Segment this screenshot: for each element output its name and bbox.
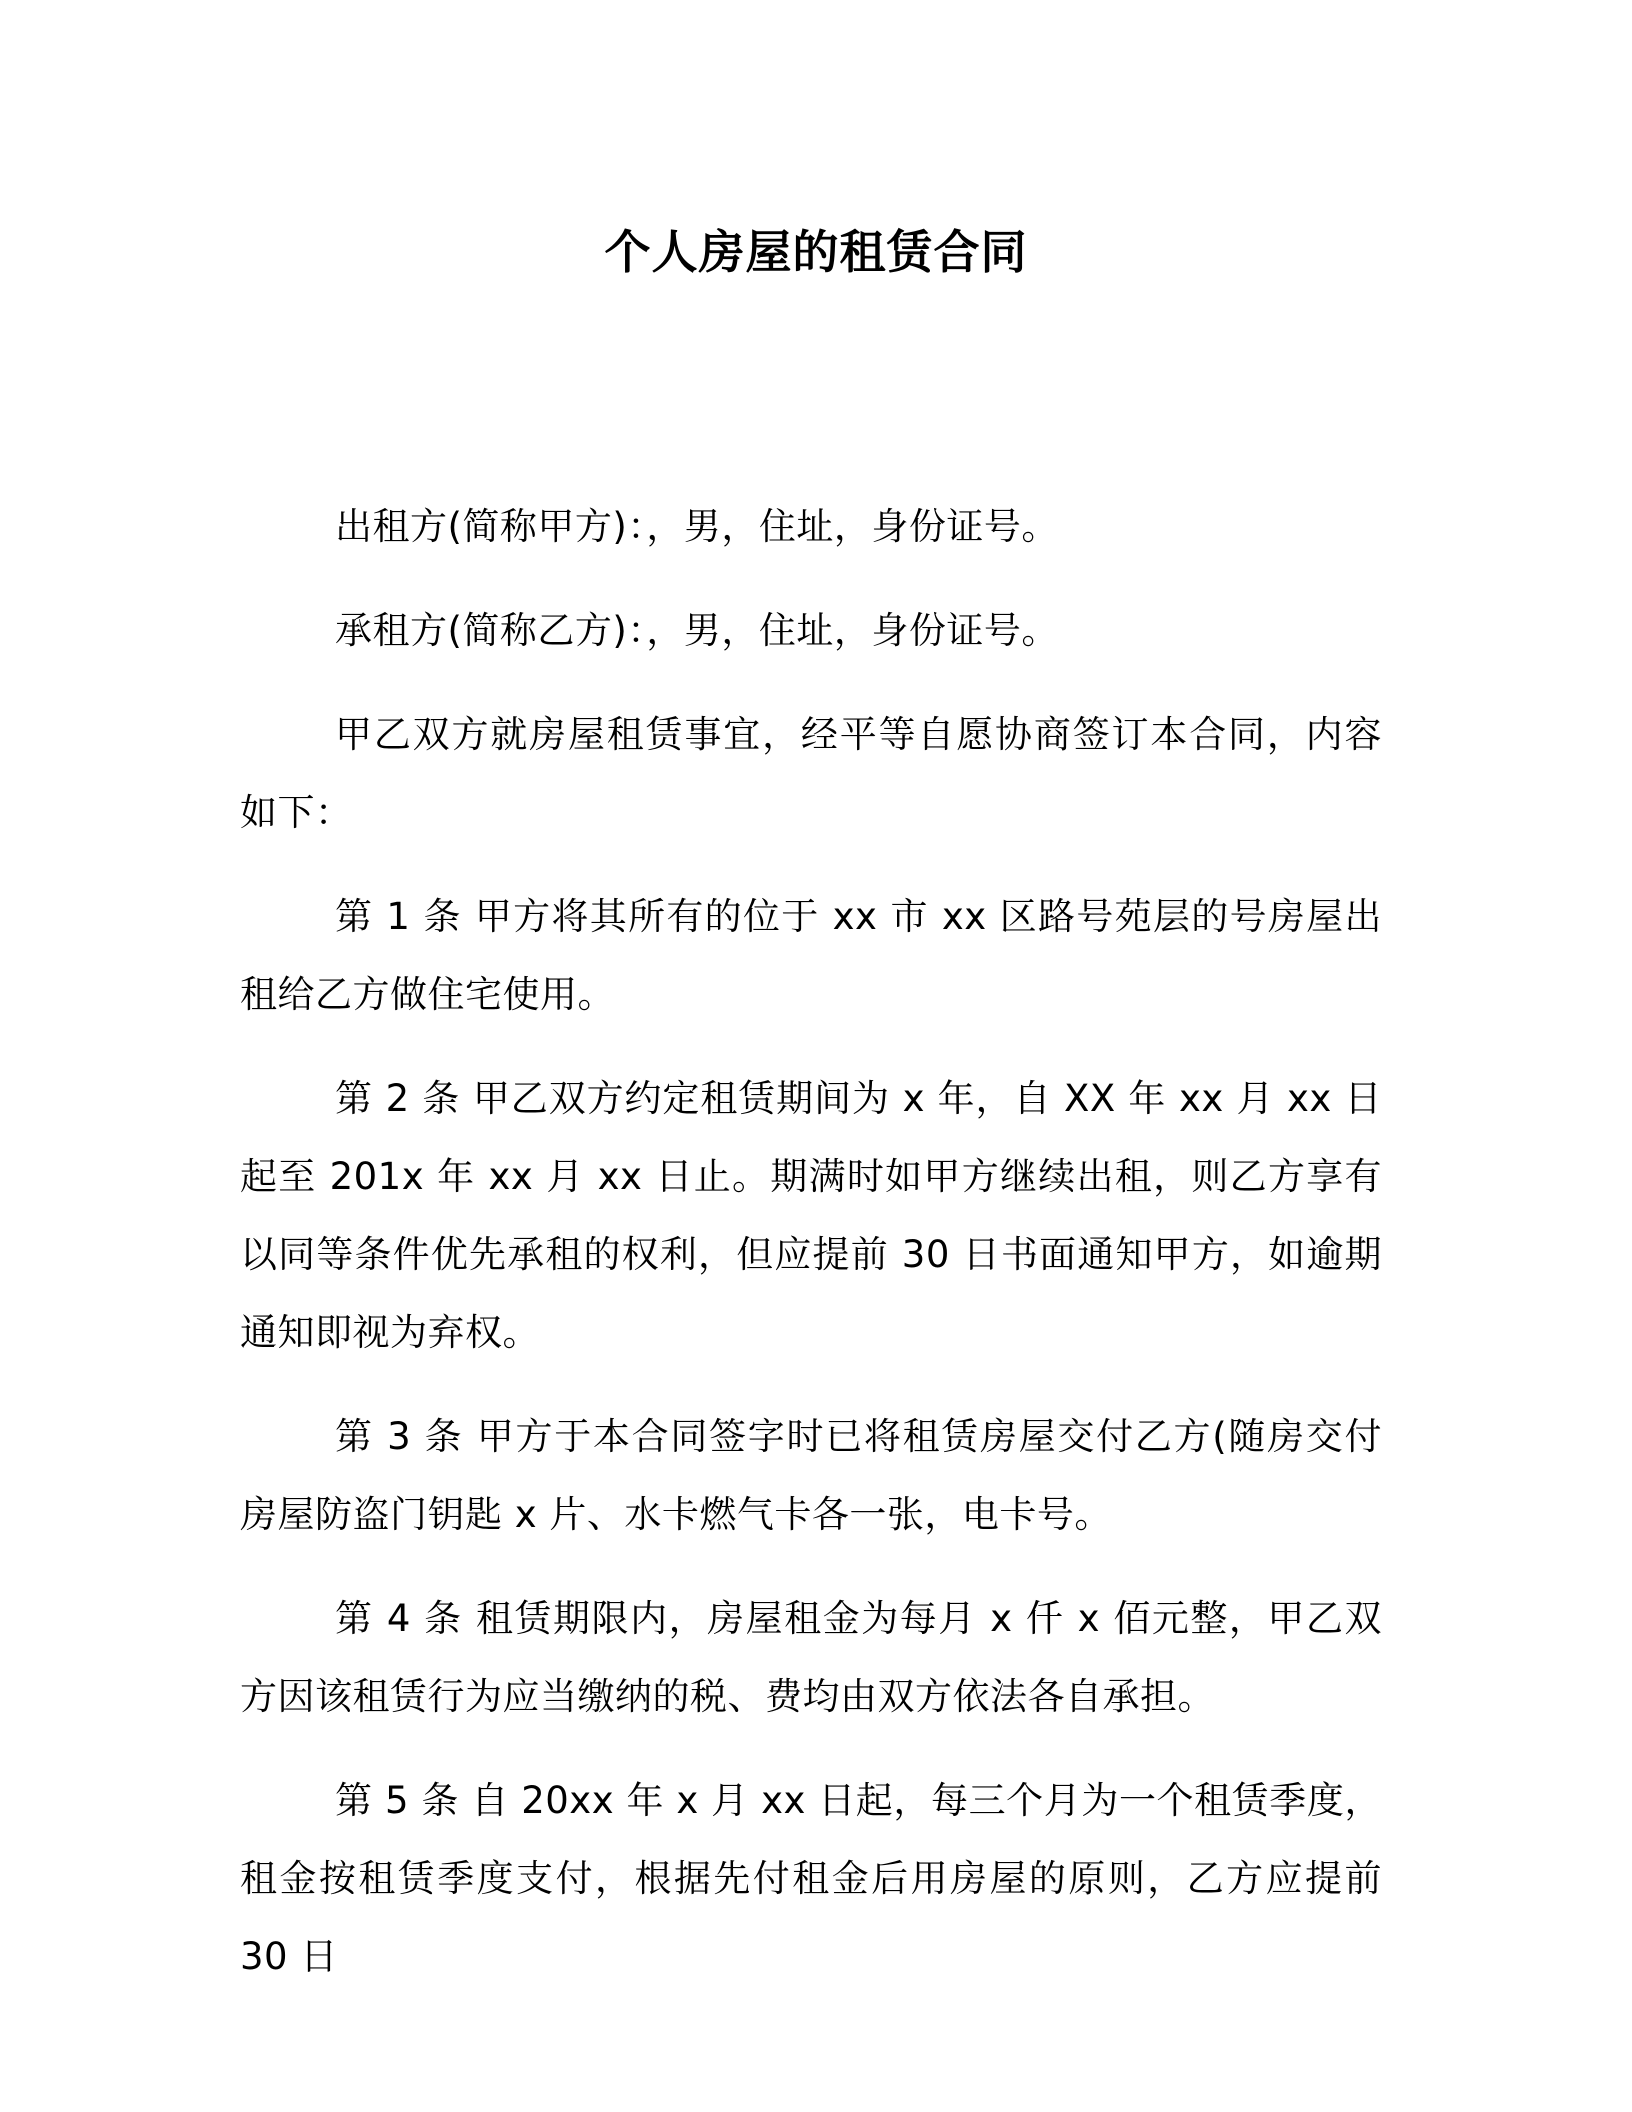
article-5: 第 5 条 自 20xx 年 x 月 xx 日起，每三个月为一个租赁季度，租金按租赁季度支付，根据先付租金后用房屋的原则，乙方应提前 30 日 [240, 1779, 1382, 1978]
document-title: 个人房屋的租赁合同 [604, 225, 1028, 279]
party-b-line: 承租方(简称乙方)：，男，住址，身份证号。 [335, 609, 1059, 652]
party-a-line: 出租方(简称甲方)：，男，住址，身份证号。 [335, 505, 1059, 548]
article-2: 第 2 条 甲乙双方约定租赁期间为 x 年，自 XX 年 xx 月 xx 日起至 201x 年 xx 月 xx 日止。期满时如甲方继续出租，则乙方享有以同等条件优先承租的权利，但应提前 30 日书面通知甲方，如逾期通知即视为弃权。 [240, 1077, 1382, 1354]
document-body [240, 488, 1382, 2022]
article-4: 第 4 条 租赁期限内，房屋租金为每月 x 仟 x 佰元整，甲乙双方因该租赁行为应当缴纳的税、费均由双方依法各自承担。 [240, 1597, 1382, 1718]
article-3: 第 3 条 甲方于本合同签字时已将租赁房屋交付乙方(随房交付房屋防盗门钥匙 x 片、水卡燃气卡各一张，电卡号。 [240, 1415, 1382, 1536]
preamble-paragraph: 甲乙双方就房屋租赁事宜，经平等自愿协商签订本合同，内容如下： [240, 713, 1382, 834]
article-1: 第 1 条 甲方将其所有的位于 xx 市 xx 区路号苑层的号房屋出租给乙方做住宅使用。 [240, 895, 1382, 1016]
